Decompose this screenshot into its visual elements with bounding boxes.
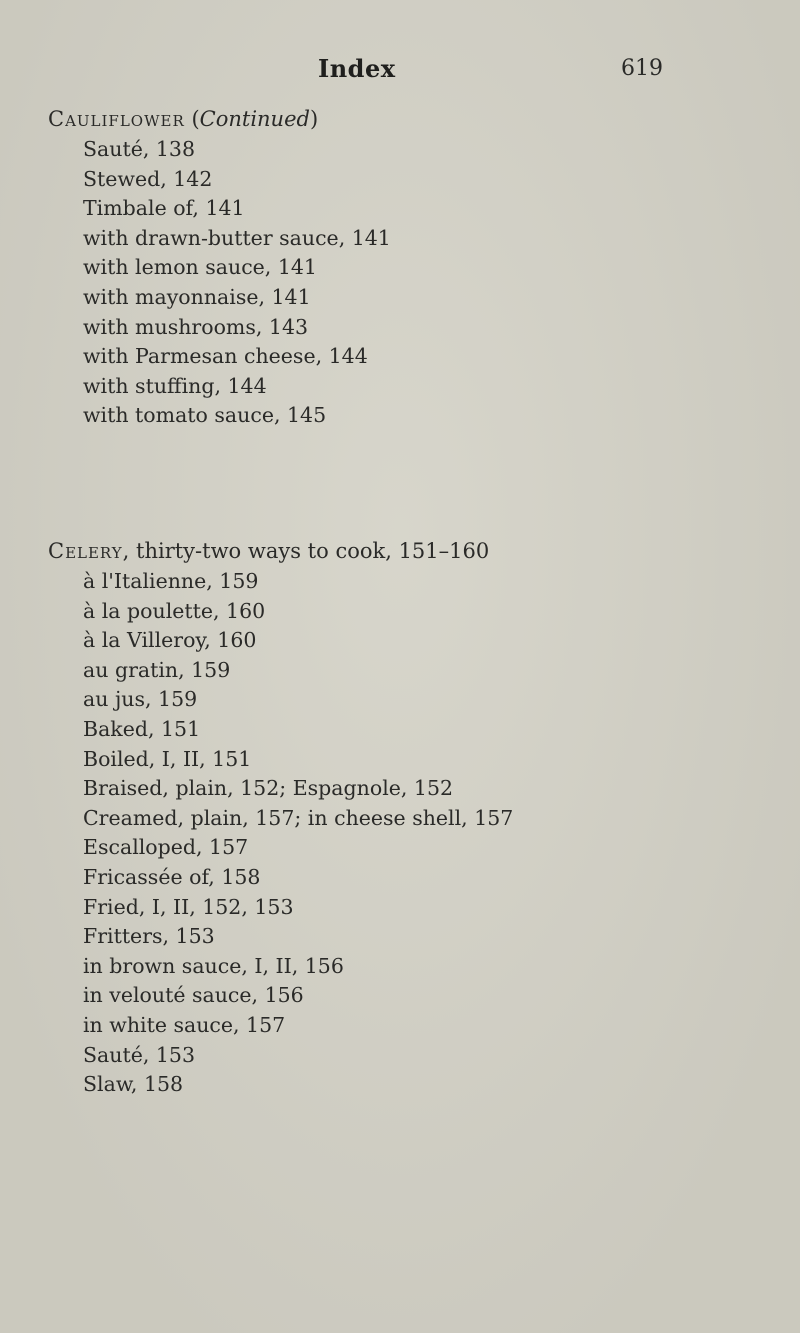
- page-number: 619: [621, 56, 663, 81]
- subentry: in velouté sauce, 156: [83, 983, 304, 1008]
- subentry: Sauté, 138: [83, 137, 195, 161]
- subentry: Stewed, 142: [83, 166, 213, 191]
- subentry: in white sauce, 157: [83, 1012, 286, 1037]
- heading-continued-note: Continued: [199, 107, 310, 131]
- subentry: à la Villeroy, 160: [83, 628, 257, 653]
- heading-punctuation-open: (: [184, 107, 200, 131]
- subentry: Timbale of, 141: [83, 196, 245, 221]
- subentry: au gratin, 159: [83, 657, 231, 682]
- subentry: Escalloped, 157: [83, 835, 249, 860]
- subentry: with Parmesan cheese, 144: [83, 344, 368, 369]
- subentry: with tomato sauce, 145: [83, 403, 327, 428]
- subentry: with mushrooms, 143: [83, 314, 309, 339]
- subentry: with mayonnaise, 141: [83, 284, 311, 309]
- subentry: Fritters, 153: [83, 924, 215, 949]
- subentry: à l'Italienne, 159: [83, 569, 259, 593]
- subentry: Boiled, I, II, 151: [83, 746, 252, 771]
- running-head-title: Index: [318, 54, 396, 83]
- index-entry-cauliflower: [48, 103, 391, 431]
- heading-term: Cauliflower: [48, 107, 185, 131]
- heading-description: , thirty-two ways to cook, 151–160: [122, 539, 490, 563]
- subentry: with stuffing, 144: [83, 373, 267, 398]
- subentry: Braised, plain, 152; Espagnole, 152: [83, 776, 454, 801]
- index-heading: [48, 535, 513, 567]
- subentry: Fried, I, II, 152, 153: [83, 894, 294, 919]
- subentry: Creamed, plain, 157; in cheese shell, 157: [83, 805, 514, 830]
- heading-term: Celery: [48, 539, 123, 563]
- subentry: with lemon sauce, 141: [83, 255, 317, 280]
- subentry: au jus, 159: [83, 687, 198, 712]
- subentry: à la poulette, 160: [83, 598, 266, 623]
- subentry-list: [48, 135, 391, 431]
- subentry: in brown sauce, I, II, 156: [83, 953, 344, 978]
- subentry: Sauté, 153: [83, 1042, 195, 1067]
- subentry: with drawn-butter sauce, 141: [83, 225, 391, 250]
- subentry: Slaw, 158: [83, 1072, 184, 1097]
- subentry-list: [48, 567, 513, 1100]
- heading-punctuation-close: ): [309, 107, 319, 131]
- index-heading: [48, 103, 391, 135]
- subentry: Baked, 151: [83, 716, 201, 741]
- index-entry-celery: [48, 535, 513, 1100]
- subentry: Fricassée of, 158: [83, 864, 261, 889]
- running-head: [0, 50, 800, 90]
